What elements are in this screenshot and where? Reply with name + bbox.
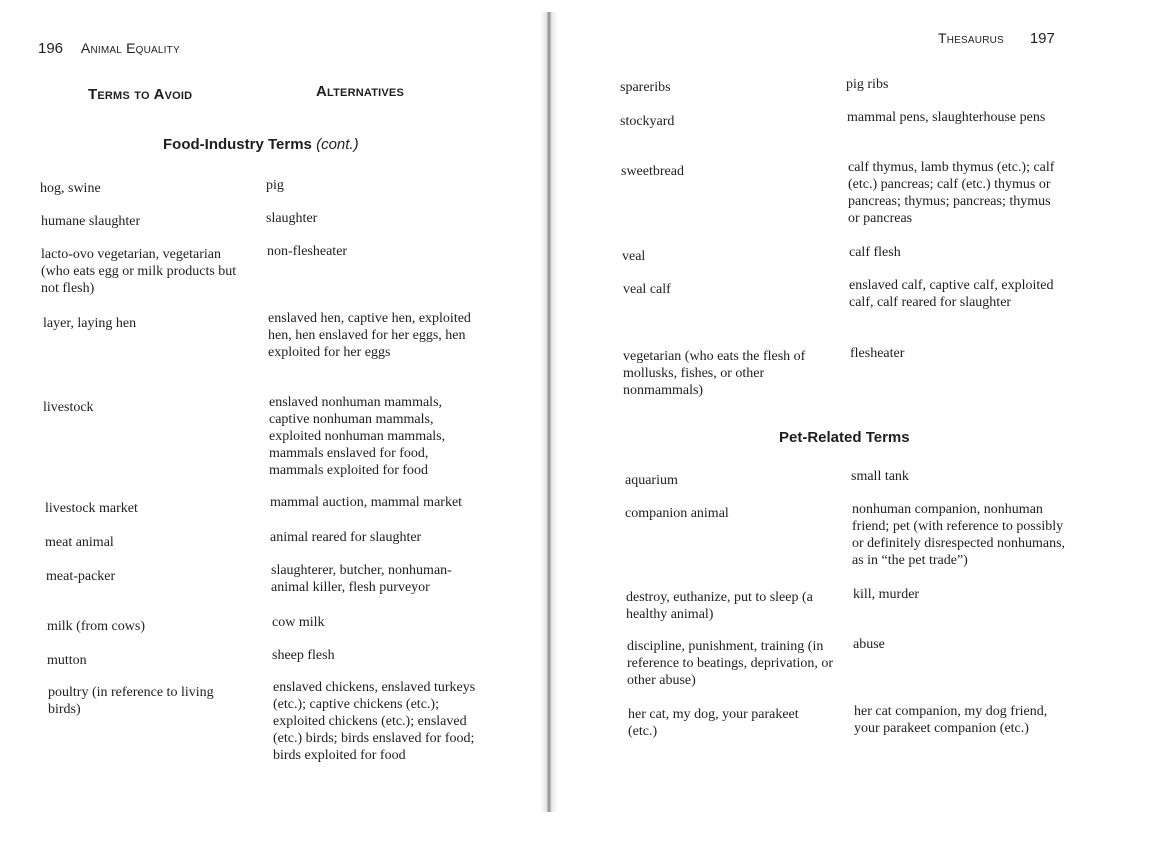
term: companion animal — [625, 506, 729, 521]
term: milk (from cows) — [47, 619, 145, 634]
term: vegetarian (who eats the flesh of mollusks, fishes, or other nonmammals) — [623, 349, 806, 398]
alternative: flesheater — [850, 346, 905, 361]
alternative: calf thymus, lamb thymus (etc.); calf (etc.) pancreas; calf (etc.) thymus or pancreas; thymus; pancreas; thymus or pancreas — [848, 160, 1055, 226]
term: humane slaughter — [41, 214, 141, 229]
alternative: pig ribs — [846, 77, 889, 92]
term: hog, swine — [40, 181, 101, 196]
term: discipline, punishment, training (in reference to beatings, deprivation, or other abuse) — [627, 639, 834, 688]
alternative: mammal pens, slaughterhouse pens — [847, 110, 1046, 125]
alternative: enslaved nonhuman mammals, captive nonhuman mammals, exploited nonhuman mammals, mammals enslaved for food, mammals exploited for food — [269, 395, 446, 478]
alternative: slaughter — [266, 211, 318, 226]
section-title-food-industry: Food-Industry Terms (cont.) — [163, 136, 359, 153]
left-page-number: 196 — [38, 40, 64, 57]
term: sweetbread — [621, 164, 684, 179]
alternative: enslaved calf, captive calf, exploited calf, calf reared for slaughter — [849, 278, 1054, 310]
alternative: kill, murder — [853, 587, 920, 602]
alternative: sheep flesh — [272, 648, 335, 663]
alternative: small tank — [851, 469, 909, 484]
alternative: animal reared for slaughter — [270, 530, 422, 545]
term: layer, laying hen — [43, 316, 137, 331]
term: lacto-ovo vegetarian, vegetarian (who eats egg or milk products but not flesh) — [41, 247, 237, 296]
term: stockyard — [620, 114, 675, 129]
right-page-number: 197 — [1029, 30, 1055, 47]
term: livestock — [43, 400, 94, 415]
alternative: abuse — [853, 637, 885, 652]
term: meat animal — [45, 535, 114, 550]
term: livestock market — [45, 501, 138, 516]
alternative: mammal auction, mammal market — [270, 495, 463, 510]
book-gutter — [540, 12, 558, 812]
alternative: non-flesheater — [267, 244, 348, 259]
alternative: enslaved chickens, enslaved turkeys (etc.); captive chickens (etc.); exploited chickens (etc.); enslaved (etc.) birds; birds enslaved for food; birds exploited for food — [273, 680, 476, 763]
term: poultry (in reference to living birds) — [48, 685, 214, 717]
right-running-head — [938, 30, 1055, 47]
alternative: slaughterer, butcher, nonhuman-animal killer, flesh purveyor — [271, 563, 452, 595]
alternative: cow milk — [272, 615, 325, 630]
term: meat-packer — [46, 569, 116, 584]
term: veal — [622, 249, 646, 264]
alternative: calf flesh — [849, 245, 901, 260]
col-header-alternatives: Alternatives — [316, 83, 404, 100]
left-running-head — [38, 40, 180, 57]
left-running-title: Animal Equality — [80, 40, 180, 56]
section-title-pet-related: Pet-Related Terms — [779, 429, 910, 446]
right-running-title: Thesaurus — [938, 30, 1004, 46]
term: spareribs — [620, 80, 671, 95]
term: aquarium — [625, 473, 678, 488]
section-cont: (cont.) — [316, 136, 359, 153]
col-header-terms: Terms to Avoid — [88, 86, 193, 103]
alternative: pig — [266, 178, 284, 193]
term: mutton — [47, 653, 87, 668]
term: her cat, my dog, your parakeet (etc.) — [628, 707, 799, 739]
alternative: nonhuman companion, nonhuman friend; pet (with reference to possibly or definitely disrespected nonhumans, as in “the pet trade”) — [852, 502, 1066, 568]
alternative: her cat companion, my dog friend, your parakeet companion (etc.) — [854, 704, 1048, 736]
term: veal calf — [623, 282, 671, 297]
term: destroy, euthanize, put to sleep (a healthy animal) — [626, 590, 813, 622]
alternative: enslaved hen, captive hen, exploited hen, hen enslaved for her eggs, hen exploited for her eggs — [268, 311, 471, 360]
